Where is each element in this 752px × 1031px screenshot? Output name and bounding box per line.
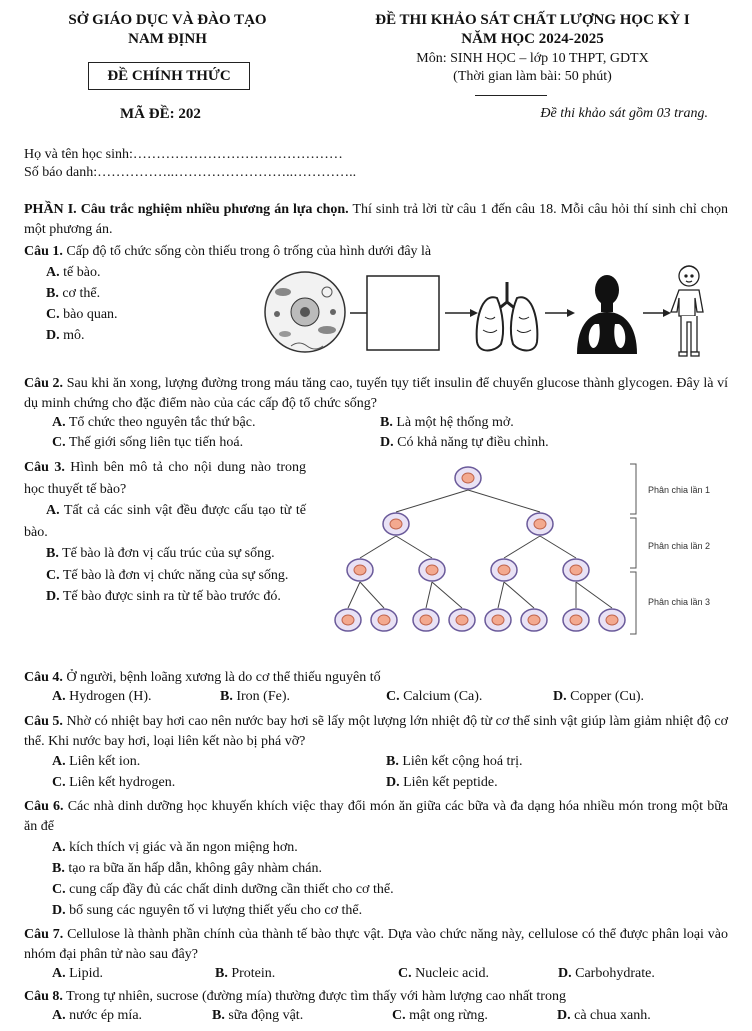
question-6: Câu 6. Các nhà dinh dưỡng học khuyến khích việc thay đổi món ăn giữa các bữa và đa dạng hóa nhiều món trong một bữa ăn để [24, 799, 728, 834]
option-5b[interactable]: B. Liên kết cộng hoá trị. [386, 754, 523, 769]
bracket-division-1 [630, 464, 636, 514]
division-line [504, 536, 540, 558]
option-6a[interactable]: A. kích thích vị giác và ăn ngon miệng hơn. [52, 840, 298, 855]
cell-icon [265, 272, 345, 352]
exam-code: MÃ ĐỀ: 202 [120, 106, 201, 122]
option-3b[interactable]: B. Tế bào là đơn vị cấu trúc của sự sống. [46, 546, 275, 561]
label-division-2: Phân chia lần 2 [648, 541, 711, 551]
school-year: NĂM HỌC 2024-2025 [461, 31, 604, 47]
division-line [396, 536, 432, 558]
option-6d[interactable]: D. bổ sung các nguyên tố vi lượng thiết yếu cho cơ thể. [52, 903, 363, 918]
cell [449, 609, 475, 631]
student-id-field: Số báo danh:……………..……………………..………….. [24, 165, 357, 180]
lungs-icon [477, 282, 538, 351]
label-division-3: Phân chia lần 3 [648, 597, 711, 607]
cell [383, 513, 409, 535]
option-8d[interactable]: D. cà chua xanh. [557, 1008, 651, 1023]
bracket-division-2 [630, 518, 636, 568]
cell [371, 609, 397, 631]
question-4: Câu 4. Ở người, bệnh loãng xương là do cơ thể thiếu nguyên tố [24, 670, 381, 685]
option-2a[interactable]: A. Tổ chức theo nguyên tắc thứ bậc. [52, 415, 256, 430]
cell [347, 559, 373, 581]
option-8a[interactable]: A. nước ép mía. [52, 1008, 143, 1023]
division-line [360, 536, 396, 558]
province-name: NAM ĐỊNH [128, 31, 207, 47]
option-6c[interactable]: C. cung cấp đầy đủ các chất dinh dưỡng cần thiết cho cơ thể. [52, 882, 394, 897]
option-1a[interactable]: A. tế bào. [46, 265, 101, 280]
option-7d[interactable]: D. Carbohydrate. [558, 966, 655, 981]
division-line [426, 582, 432, 608]
cell [413, 609, 439, 631]
child-figure-icon [671, 266, 703, 356]
division-line [504, 582, 534, 608]
option-6b[interactable]: B. tạo ra bữa ăn hấp dẫn, không gây nhàm chán. [52, 861, 323, 876]
division-line [348, 582, 360, 608]
option-4b[interactable]: B. Iron (Fe). [220, 689, 290, 704]
option-4d[interactable]: D. Copper (Cu). [553, 689, 645, 704]
option-2b[interactable]: B. Là một hệ thống mở. [380, 415, 514, 430]
option-1d[interactable]: D. mô. [46, 328, 85, 343]
organization-levels-figure [255, 262, 715, 372]
option-7c[interactable]: C. Nucleic acid. [398, 966, 489, 981]
option-3c[interactable]: C. Tế bào là đơn vị chức năng của sự sống. [46, 567, 289, 583]
cell [563, 609, 589, 631]
option-8c[interactable]: C. mật ong rừng. [392, 1008, 488, 1023]
cell [599, 609, 625, 631]
cell [455, 467, 481, 489]
label-division-1: Phân chia lần 1 [648, 485, 711, 495]
option-7a[interactable]: A. Lipid. [52, 966, 103, 981]
cell [491, 559, 517, 581]
cell [335, 609, 361, 631]
option-3d[interactable]: D. Tế bào được sinh ra từ tế bào trước đó. [46, 589, 281, 604]
option-2d[interactable]: D. Có khả năng tự điều chỉnh. [380, 435, 549, 450]
blank-box [367, 276, 439, 350]
official-badge [88, 62, 250, 90]
division-line [360, 582, 384, 608]
time-line: (Thời gian làm bài: 50 phút) [453, 69, 612, 84]
question-5: Câu 5. Nhờ có nhiệt bay hơi cao nên nước bay hơi sẽ lấy một lượng lớn nhiệt độ từ cơ thể sinh vật giúp làm giảm nhiệt độ cơ thể. Khi nước bay hơi, loại liên kết nào bị phá vỡ? [24, 714, 728, 749]
division-line [396, 490, 468, 512]
division-line [468, 490, 540, 512]
part1-instruction: Thí sinh trả lời từ câu 1 đến câu 18. Mỗi câu hỏi thí sinh chỉ chọn một phương án. [24, 202, 728, 237]
option-3a[interactable]: A. Tất cả các sinh vật đều được cấu tạo từ tế bào. [24, 503, 306, 540]
option-2c[interactable]: C. Thế giới sống liên tục tiến hoá. [52, 435, 244, 450]
option-5c[interactable]: C. Liên kết hydrogen. [52, 775, 176, 790]
header-divider [475, 95, 547, 96]
cell [419, 559, 445, 581]
question-number: Câu 1. [24, 244, 63, 259]
question-1 [24, 242, 728, 262]
question-8: Câu 8. Trong tự nhiên, sucrose (đường mía) thường được tìm thấy với hàm lượng cao nhất trong [24, 989, 566, 1004]
option-8b[interactable]: B. sữa động vật. [212, 1008, 304, 1023]
question-text: Cấp độ tổ chức sống còn thiếu trong ô trống của hình dưới đây là [62, 244, 432, 259]
part1-heading [24, 200, 728, 240]
official-badge-text: ĐỀ CHÍNH THỨC [107, 68, 231, 84]
question-7: Câu 7. Cellulose là thành phần chính của thành tế bào thực vật. Dựa vào chức năng này, cellulose có thể được phân loại vào nhóm đại phân tử nào sau đây? [24, 927, 728, 962]
option-1c[interactable]: C. bào quan. [46, 307, 118, 322]
pages-note: Đề thi khảo sát gồm 03 trang. [540, 106, 708, 121]
cell [521, 609, 547, 631]
option-7b[interactable]: B. Protein. [215, 966, 276, 981]
exam-title: ĐỀ THI KHẢO SÁT CHẤT LƯỢNG HỌC KỲ I [375, 12, 690, 28]
question-3: Câu 3. Hình bên mô tả cho nội dung nào trong học thuyết tế bào? A. Tất cả các sinh vật đều được cấu tạo từ tế bào. B. Tế bào là đơn vị cấu trúc của sự sống. C. Tế bào là đơn vị chức năng của sự sống. D. Tế bào được sinh ra từ tế bào trước đó. [24, 457, 306, 608]
cell [485, 609, 511, 631]
body-silhouette-icon [577, 275, 637, 354]
subject-line: Môn: SINH HỌC – lớp 10 THPT, GDTX [416, 51, 649, 66]
option-5d[interactable]: D. Liên kết peptide. [386, 775, 498, 790]
division-line [498, 582, 504, 608]
division-line [576, 582, 612, 608]
part1-title: PHẦN I. Câu trắc nghiệm nhiều phương án lựa chọn. [24, 202, 349, 217]
option-4a[interactable]: A. Hydrogen (H). [52, 689, 152, 704]
option-5a[interactable]: A. Liên kết ion. [52, 754, 141, 769]
option-1b[interactable]: B. cơ thể. [46, 286, 101, 301]
department-name: SỞ GIÁO DỤC VÀ ĐÀO TẠO [68, 12, 267, 28]
division-line [540, 536, 576, 558]
question-2: Câu 2. Sau khi ăn xong, lượng đường trong máu tăng cao, tuyến tụy tiết insulin để chuyển glucose thành glycogen. Đây là ví dụ minh chứng cho đặc điểm nào của các cấp độ tổ chức sống? [24, 376, 728, 411]
student-name-field: Họ và tên học sinh:……………………………………… [24, 147, 343, 162]
cell-division-figure [320, 458, 730, 643]
option-4c[interactable]: C. Calcium (Ca). [386, 689, 483, 704]
division-line [432, 582, 462, 608]
cell [527, 513, 553, 535]
bracket-division-3 [630, 572, 636, 634]
cell [563, 559, 589, 581]
